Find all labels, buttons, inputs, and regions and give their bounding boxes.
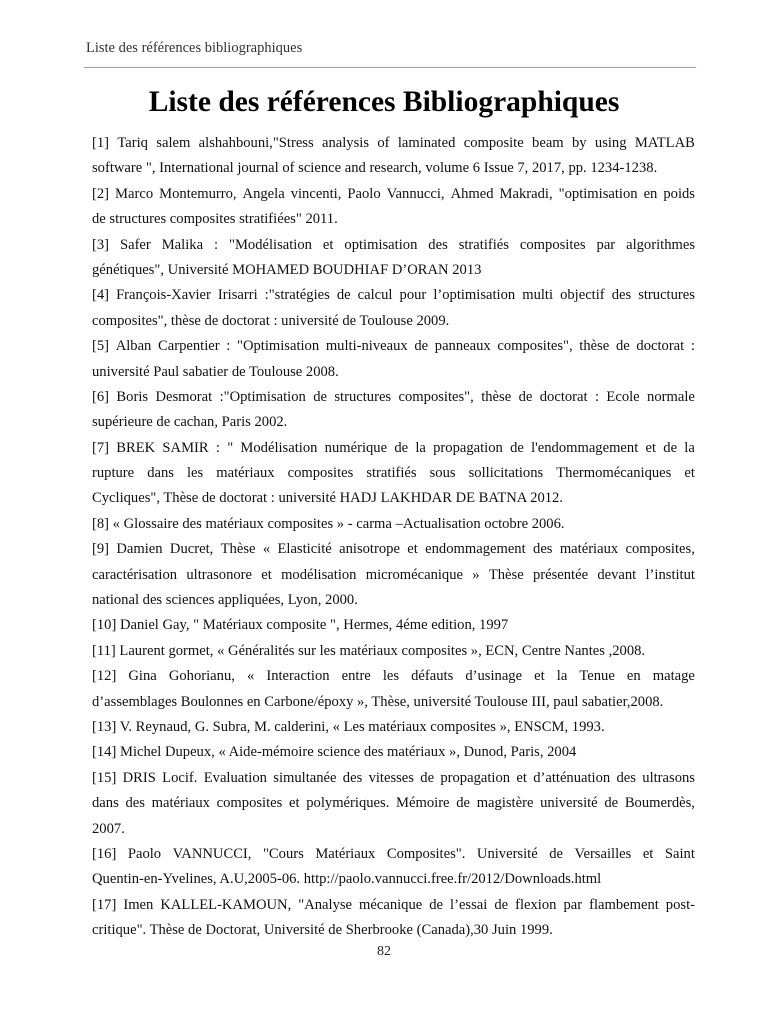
reference-line: [16] Paolo VANNUCCI, "Cours Matériaux Composites". Université de Versailles et Saint	[92, 845, 695, 862]
reference-line: [8] « Glossaire des matériaux composites » - carma –Actualisation octobre 2006.	[92, 515, 565, 532]
reference-line: 2007.	[92, 820, 125, 837]
reference-line: [11] Laurent gormet, « Généralités sur les matériaux composites », ECN, Centre Nantes ,2008.	[92, 642, 646, 659]
reference-line: supérieure de cachan, Paris 2002.	[92, 414, 288, 431]
reference-list	[92, 131, 695, 944]
reference-line: software ", International journal of science and research, volume 6 Issue 7, 2017, pp. 1234-1238.	[92, 160, 658, 177]
reference-line: université Paul sabatier de Toulouse 2008.	[92, 363, 339, 380]
reference-line: génétiques", Université MOHAMED BOUDHIAF D’ORAN 2013	[92, 261, 482, 278]
reference-entry	[92, 715, 695, 740]
reference-entry	[92, 613, 695, 638]
reference-line: caractérisation ultrasonore et modélisation micromécanique » Thèse présentée devant l’institut	[92, 566, 695, 583]
reference-entry	[92, 283, 695, 334]
reference-entry	[92, 334, 695, 385]
reference-line: Quentin-en-Yvelines, A.U,2005-06. http://paolo.vannucci.free.fr/2012/Downloads.html	[92, 871, 602, 888]
reference-line: d’assemblages Boulonnes en Carbone/époxy », Thèse, université Toulouse III, paul sabatier,2008.	[92, 693, 664, 710]
reference-line: critique". Thèse de Doctorat, Université de Sherbrooke (Canada),30 Juin 1999.	[92, 922, 553, 939]
reference-entry	[92, 233, 695, 284]
reference-entry	[92, 664, 695, 715]
reference-line: [7] BREK SAMIR : " Modélisation numérique de la propagation de l'endommagement et de la	[92, 439, 695, 456]
reference-line: [10] Daniel Gay, " Matériaux composite ", Hermes, 4éme edition, 1997	[92, 617, 509, 634]
reference-line: Cycliques", Thèse de doctorat : université HADJ LAKHDAR DE BATNA 2012.	[92, 490, 564, 507]
reference-entry	[92, 512, 695, 537]
reference-line: de structures composites stratifiées" 2011.	[92, 211, 338, 228]
reference-entry	[92, 893, 695, 944]
reference-line: [17] Imen KALLEL-KAMOUN, "Analyse mécanique de l’essai de flexion par flambement post-	[92, 896, 695, 913]
reference-line: [5] Alban Carpentier : "Optimisation multi-niveaux de panneaux composites", thèse de doctorat :	[92, 338, 695, 355]
reference-line: rupture dans les matériaux composites stratifiés sous sollicitations Thermomécaniques et	[92, 465, 695, 482]
reference-line: [15] DRIS Locif. Evaluation simultanée des vitesses de propagation et d’atténuation des ultrasons	[92, 769, 695, 786]
reference-line: [6] Boris Desmorat :"Optimisation de structures composites", thèse de doctorat : Ecole normale	[92, 388, 695, 405]
reference-entry	[92, 766, 695, 842]
reference-line: [9] Damien Ducret, Thèse « Elasticité anisotrope et endommagement des matériaux composites,	[92, 541, 695, 558]
reference-entry	[92, 842, 695, 893]
reference-line: [12] Gina Gohorianu, « Interaction entre les défauts d’usinage et la Tenue en matage	[92, 668, 695, 685]
page-title: Liste des références Bibliographiques	[148, 86, 620, 118]
reference-line: [3] Safer Malika : "Modélisation et optimisation des stratifiés composites par algorithmes	[92, 236, 695, 253]
reference-line: [14] Michel Dupeux, « Aide-mémoire science des matériaux », Dunod, Paris, 2004	[92, 744, 577, 761]
reference-entry	[92, 639, 695, 664]
reference-line: [13] V. Reynaud, G. Subra, M. calderini, « Les matériaux composites », ENSCM, 1993.	[92, 718, 605, 735]
header-rule	[84, 67, 696, 68]
reference-entry	[92, 131, 695, 182]
reference-entry	[92, 537, 695, 613]
page-number: 82	[377, 944, 391, 959]
reference-line: [4] François-Xavier Irisarri :"stratégies de calcul pour l’optimisation multi objectif des structures	[92, 287, 695, 304]
reference-line: [1] Tariq salem alshahbouni,"Stress analysis of laminated composite beam by using MATLAB	[92, 135, 695, 151]
reference-line: composites", thèse de doctorat : université de Toulouse 2009.	[92, 312, 450, 329]
running-header: Liste des références bibliographiques	[86, 40, 303, 56]
reference-entry	[92, 385, 695, 436]
reference-line: national des sciences appliquées, Lyon, 2000.	[92, 592, 358, 609]
reference-entry	[92, 182, 695, 233]
reference-line: dans des matériaux composites et polymériques. Mémoire de magistère université de Boumerdès,	[92, 795, 695, 812]
reference-entry	[92, 740, 695, 765]
reference-entry	[92, 436, 695, 512]
reference-line: [2] Marco Montemurro, Angela vincenti, Paolo Vannucci, Ahmed Makradi, "optimisation en poids	[92, 185, 695, 202]
